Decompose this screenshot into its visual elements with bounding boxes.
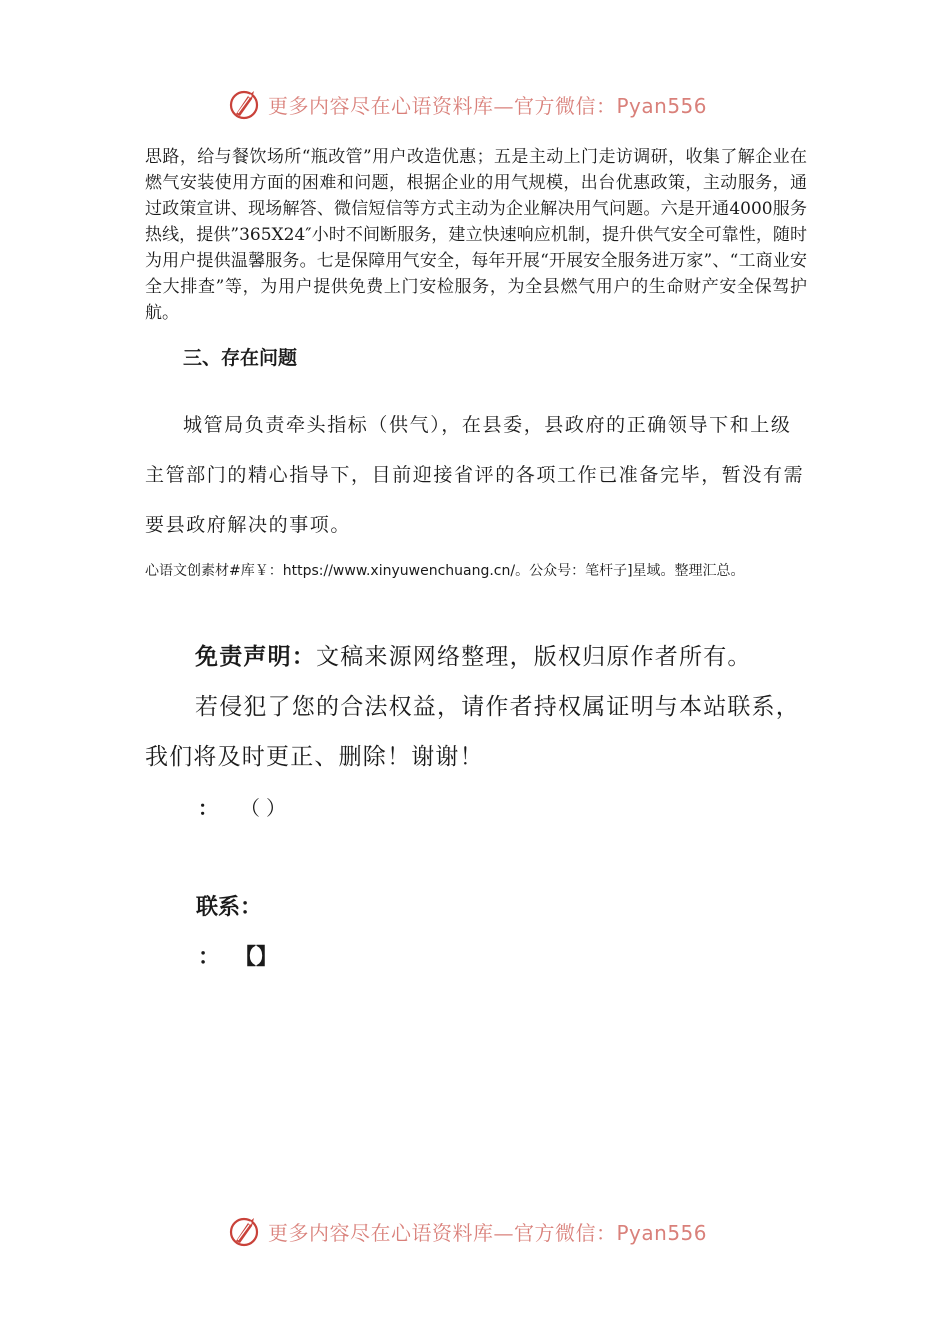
disclaimer-text-2: 若侵犯了您的合法权益，请作者持权属证明与本站联系，我们将及时更正、删除！谢谢！ xyxy=(145,694,800,770)
section-heading-issues: 三、存在问题 xyxy=(183,347,298,369)
contact-colon-line xyxy=(198,792,292,821)
body-paragraph-1: 思路，给与餐饮场所“瓶改管”用户改造优惠；五是主动上门走访调研，收集了解企业在燃气安装使用方面的困难和问题，根据企业的用气规模，出台优惠政策，主动服务，通过政策宣讲、现场解答、微信短信等方式主动为企业解决用气问题。六是开通4000服务热线，提供”365X24″小时不间断服务，建立快速响应机制，提升供气安全可靠性，随时为用户提供温馨服务。七是保障用气安全，每年开展“开展安全服务进万家”、“工商业安全大排查”等，为用户提供免费上门安检服务，为全县燃气用户的生命财产安全保驾护航。 xyxy=(145,147,807,323)
disclaimer-label: 免责声明： xyxy=(195,644,316,670)
pen-nib-logo-icon xyxy=(228,1214,262,1248)
watermark-header xyxy=(228,86,707,122)
body-paragraph-2: 城管局负责牵头指标（供气），在县委，县政府的正确领导下和上级主管部门的精心指导下，目前迎接省评的各项工作已准备完毕，暂没有需要县政府解决的事项。 xyxy=(145,414,805,536)
contact-label: 联系： xyxy=(196,895,263,920)
contact-bracket-line xyxy=(198,940,278,971)
source-line: 心语文创素材#库￥：https://www.xinyuwenchuang.cn/。公众号：笔杆子]星域。整理汇总。 xyxy=(145,563,745,579)
contact-colon-2: ： xyxy=(198,945,221,970)
pen-nib-logo-icon xyxy=(228,87,262,121)
contact-brackets: 【】 xyxy=(234,945,279,970)
disclaimer-text-1: 文稿来源网络整理，版权归原作者所有。 xyxy=(316,644,752,670)
disclaimer-block xyxy=(145,632,815,782)
contact-parentheses: （） xyxy=(240,796,292,820)
watermark-text: 更多内容尽在心语资料库—官方微信：Pyan556 xyxy=(268,93,708,118)
contact-colon-1: ： xyxy=(198,796,218,820)
watermark-footer xyxy=(228,1213,707,1249)
watermark-text: 更多内容尽在心语资料库—官方微信：Pyan556 xyxy=(268,1220,708,1245)
disclaimer-line-1 xyxy=(145,632,815,682)
